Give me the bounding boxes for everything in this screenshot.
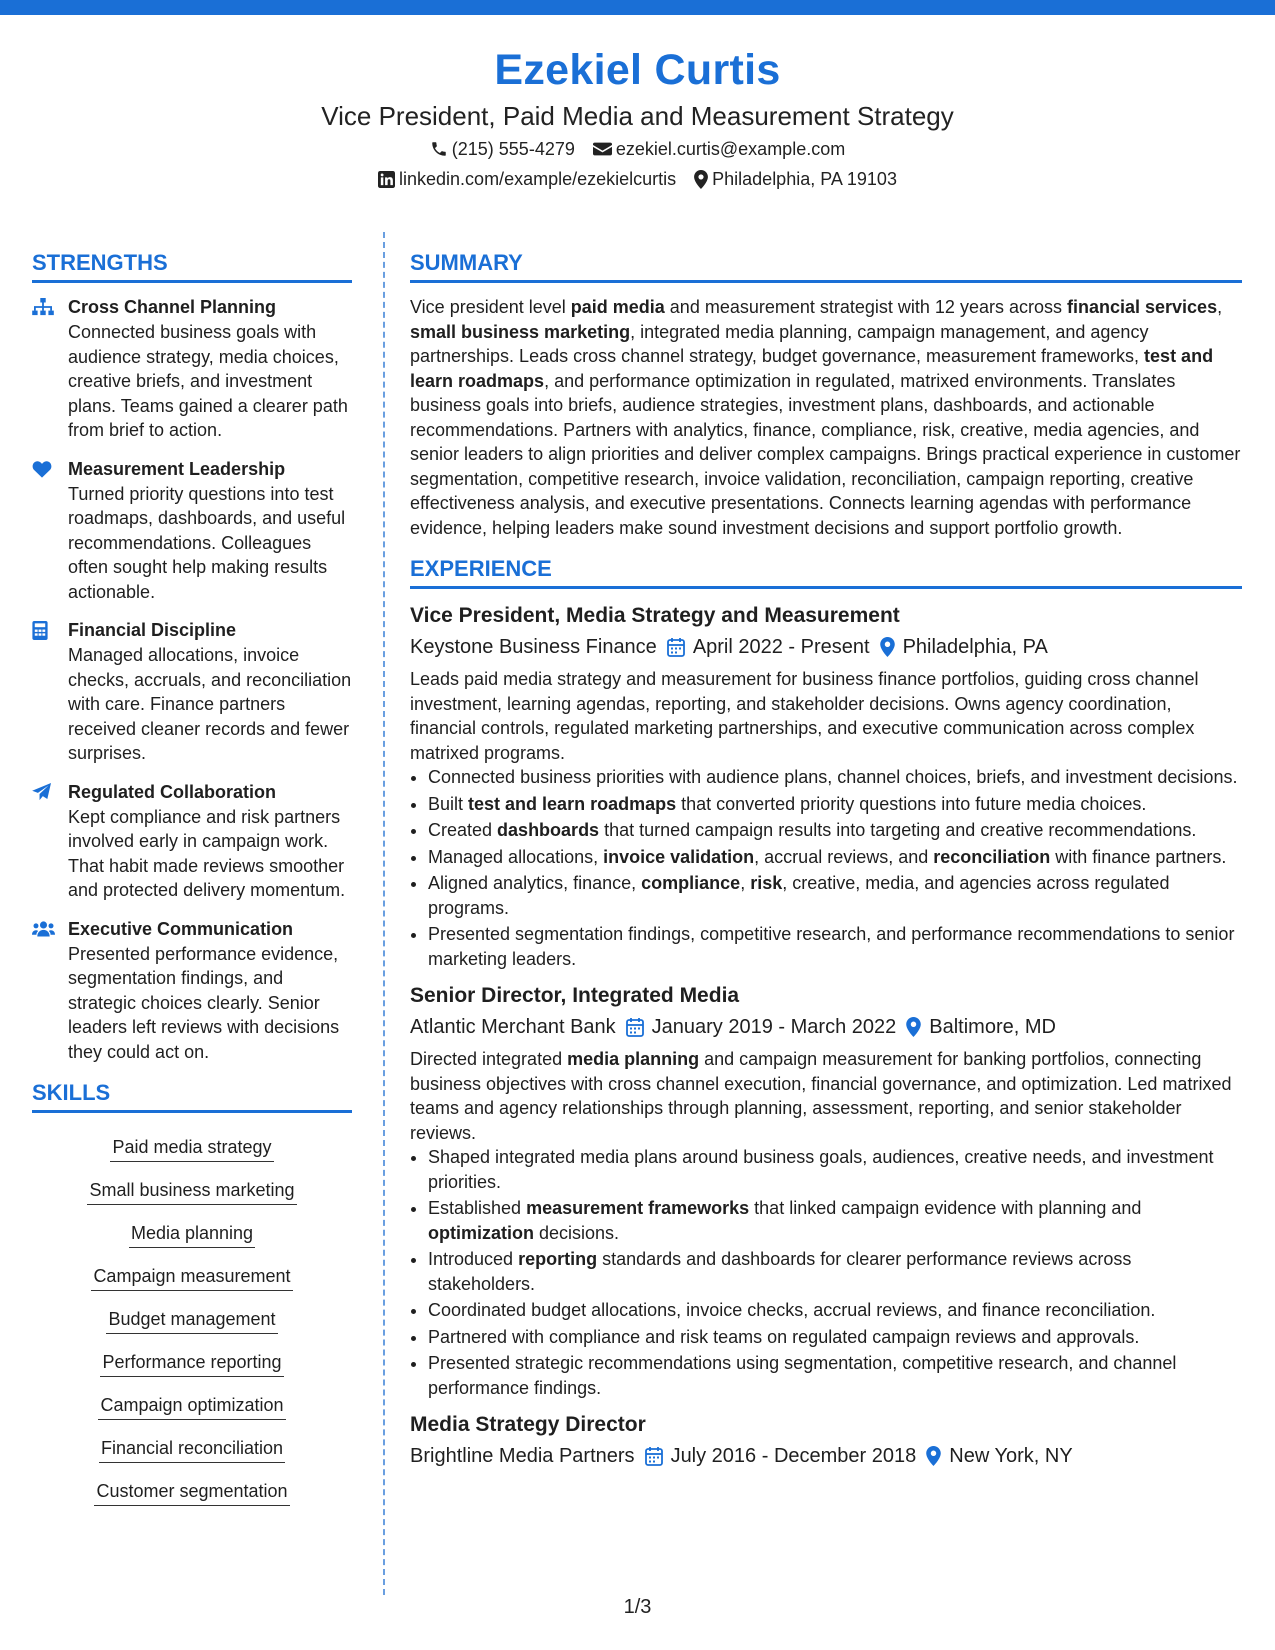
strength-title: Regulated Collaboration bbox=[68, 781, 277, 802]
location-item bbox=[694, 164, 897, 194]
calendar-icon bbox=[626, 1017, 644, 1037]
calendar-icon bbox=[667, 637, 685, 657]
summary-heading: SUMMARY bbox=[410, 248, 1242, 283]
skill-tag: Financial reconciliation bbox=[99, 1435, 285, 1463]
top-accent-bar bbox=[0, 0, 1275, 15]
users-icon bbox=[32, 920, 55, 937]
job-bullets bbox=[410, 765, 1242, 971]
strength-desc: Kept compliance and risk partners involved early in campaign work. That habit made reviews smoother and protected delivery momentum. bbox=[68, 806, 346, 900]
job-dates-item bbox=[645, 1440, 917, 1472]
map-pin-icon bbox=[906, 1017, 921, 1037]
job-description: Leads paid media strategy and measurement for business finance portfolios, guiding cross channel investment, learning agendas, reporting, and stakeholder decisions. Owns agency coordination, financial controls, regulated marketing partnerships, and executive communication across complex matrixed programs. bbox=[410, 669, 1199, 763]
strength-title: Cross Channel Planning bbox=[68, 297, 277, 317]
skill-tag: Customer segmentation bbox=[94, 1478, 289, 1506]
job-description: Directed integrated media planning and campaign measurement for banking portfolios, connecting business objectives with cross channel execution, financial governance, and optimization. Led matrixed teams and agency relationships through planning, assessment, reporting, and senior stakeholder reviews. bbox=[410, 1049, 1232, 1143]
contact-row-1 bbox=[0, 134, 1275, 164]
contact-row-2 bbox=[0, 164, 1275, 194]
job-bullet: • Partnered with compliance and risk teams on regulated campaign reviews and approvals. bbox=[428, 1325, 1242, 1350]
strength-title: Measurement Leadership bbox=[68, 458, 286, 479]
strengths-heading: STRENGTHS bbox=[32, 248, 352, 283]
map-pin-icon bbox=[694, 170, 708, 189]
job-location: New York, NY bbox=[949, 1445, 1073, 1467]
job-bullet: • Managed allocations, invoice validation, accrual reviews, and reconciliation with finance partners. bbox=[428, 845, 1242, 870]
job-location-item bbox=[926, 1440, 1072, 1472]
linkedin-link[interactable]: linkedin.com/example/ezekielcurtis bbox=[399, 169, 677, 189]
strength-desc: Connected business goals with audience strategy, media choices, creative briefs, and investment plans. Teams gained a clearer path from brief to action. bbox=[68, 322, 348, 440]
heart-icon bbox=[32, 460, 52, 478]
job-entry bbox=[410, 1410, 1242, 1472]
job-dates: January 2019 - March 2022 bbox=[651, 1016, 897, 1038]
strength-title: Executive Communication bbox=[68, 918, 294, 939]
map-pin-icon bbox=[926, 1446, 941, 1466]
summary-text: Vice president level paid media and measurement strategist with 12 years across financial services, small business marketing, integrated media planning, campaign management, and agency partnerships. Leads cross channel strategy, budget governance, measurement frameworks, test and learn roadmaps, and performance optimization in regulated, matrixed environments. Translates business goals into briefs, audience strategies, investment plans, dashboards, and actionable recommendations. Partners with analytics, finance, compliance, risk, creative, media agencies, and senior leaders to align priorities and deliver complex campaigns. Brings practical experience in customer segmentation, competitive research, invoice validation, reconciliation, campaign reporting, creative effectiveness analysis, and executive presentations. Connects learning agendas with performance evidence, helping leaders make sound investment decisions and support portfolio growth. bbox=[410, 297, 1241, 538]
job-meta bbox=[410, 631, 1242, 663]
job-bullets bbox=[410, 1145, 1242, 1400]
skills-heading: SKILLS bbox=[32, 1078, 352, 1113]
strength-item bbox=[32, 295, 352, 443]
strength-item bbox=[32, 618, 352, 766]
job-bullet: • Coordinated budget allocations, invoice checks, accrual reviews, and finance reconciliation. bbox=[428, 1298, 1242, 1323]
job-company: Brightline Media Partners bbox=[410, 1445, 635, 1467]
skill-tag: Campaign optimization bbox=[98, 1392, 285, 1420]
strength-item bbox=[32, 917, 352, 1065]
job-bullet: • Shaped integrated media plans around business goals, audiences, creative needs, and investment priorities. bbox=[428, 1145, 1242, 1194]
linkedin-icon bbox=[378, 171, 395, 188]
strength-desc: Managed allocations, invoice checks, accruals, and reconciliation with care. Finance partners received cleaner records and fewer surprises. bbox=[68, 645, 352, 763]
skill-tag: Paid media strategy bbox=[110, 1134, 273, 1162]
phone-text: (215) 555-4279 bbox=[451, 139, 575, 159]
job-location: Baltimore, MD bbox=[929, 1016, 1056, 1038]
job-dates-item bbox=[626, 1011, 897, 1043]
strength-desc: Presented performance evidence, segmentation findings, and strategic choices clearly. Senior leaders left reviews with decisions they could act on. bbox=[68, 943, 340, 1062]
job-bullet: • Connected business priorities with audience plans, channel choices, briefs, and investment decisions. bbox=[428, 765, 1242, 790]
map-pin-icon bbox=[880, 637, 895, 657]
phone-item bbox=[430, 134, 575, 164]
job-meta bbox=[410, 1440, 1242, 1472]
email-link[interactable]: ezekiel.curtis@example.com bbox=[615, 139, 846, 159]
sitemap-icon bbox=[32, 298, 54, 316]
job-dates: July 2016 - December 2018 bbox=[670, 1445, 917, 1467]
skill-tag: Small business marketing bbox=[87, 1177, 296, 1205]
column-divider bbox=[383, 232, 385, 1595]
job-title: Senior Director, Integrated Media bbox=[410, 984, 740, 1007]
job-title: Vice President, Media Strategy and Measurement bbox=[410, 604, 900, 627]
skill-tag: Performance reporting bbox=[100, 1349, 283, 1377]
job-bullet: • Created dashboards that turned campaign results into targeting and creative recommendations. bbox=[428, 818, 1242, 843]
job-dates-item bbox=[667, 631, 870, 663]
job-company: Atlantic Merchant Bank bbox=[410, 1016, 616, 1038]
job-location: Philadelphia, PA bbox=[902, 636, 1048, 658]
right-column bbox=[410, 248, 1242, 1482]
job-dates: April 2022 - Present bbox=[692, 636, 870, 658]
job-entry bbox=[410, 981, 1242, 1400]
page-number: 1/3 bbox=[623, 1596, 652, 1618]
job-location-item bbox=[880, 631, 1048, 663]
job-bullet: • Aligned analytics, finance, compliance, risk, creative, media, and agencies across regulated programs. bbox=[428, 871, 1242, 920]
candidate-title: Vice President, Paid Media and Measurement Strategy bbox=[321, 101, 954, 131]
phone-icon bbox=[430, 140, 448, 158]
job-bullet: • Introduced reporting standards and dashboards for clearer performance reviews across stakeholders. bbox=[428, 1247, 1242, 1296]
skill-tag: Media planning bbox=[129, 1220, 255, 1248]
job-bullet: • Built test and learn roadmaps that converted priority questions into future media choices. bbox=[428, 792, 1242, 817]
strength-item bbox=[32, 780, 352, 903]
job-meta bbox=[410, 1011, 1242, 1043]
job-bullet: • Established measurement frameworks that linked campaign evidence with planning and optimization decisions. bbox=[428, 1196, 1242, 1245]
job-bullet: • Presented strategic recommendations using segmentation, competitive research, and channel performance findings. bbox=[428, 1351, 1242, 1400]
candidate-name: Ezekiel Curtis bbox=[494, 46, 781, 94]
paper-plane-icon bbox=[32, 783, 52, 801]
job-company: Keystone Business Finance bbox=[410, 636, 657, 658]
resume-header bbox=[0, 42, 1275, 194]
job-title: Media Strategy Director bbox=[410, 1413, 646, 1436]
experience-list bbox=[410, 601, 1242, 1472]
skill-tag: Campaign measurement bbox=[91, 1263, 292, 1291]
location-text: Philadelphia, PA 19103 bbox=[712, 169, 897, 189]
experience-heading: EXPERIENCE bbox=[410, 554, 1242, 589]
email-item[interactable] bbox=[593, 134, 845, 164]
calculator-icon bbox=[32, 621, 48, 640]
skill-tag: Budget management bbox=[106, 1306, 277, 1334]
strength-title: Financial Discipline bbox=[68, 620, 237, 640]
job-bullet: • Presented segmentation findings, competitive research, and performance recommendations to senior marketing leaders. bbox=[428, 922, 1242, 971]
strength-item bbox=[32, 457, 352, 605]
left-column bbox=[32, 248, 352, 1514]
strength-desc: Turned priority questions into test roadmaps, dashboards, and useful recommendations. Colleagues often sought help making results actionable. bbox=[68, 483, 346, 602]
job-location-item bbox=[906, 1011, 1056, 1043]
skills-list bbox=[32, 1125, 352, 1514]
calendar-icon bbox=[645, 1446, 663, 1466]
job-entry bbox=[410, 601, 1242, 971]
linkedin-item[interactable] bbox=[378, 164, 676, 194]
envelope-icon bbox=[593, 141, 612, 157]
